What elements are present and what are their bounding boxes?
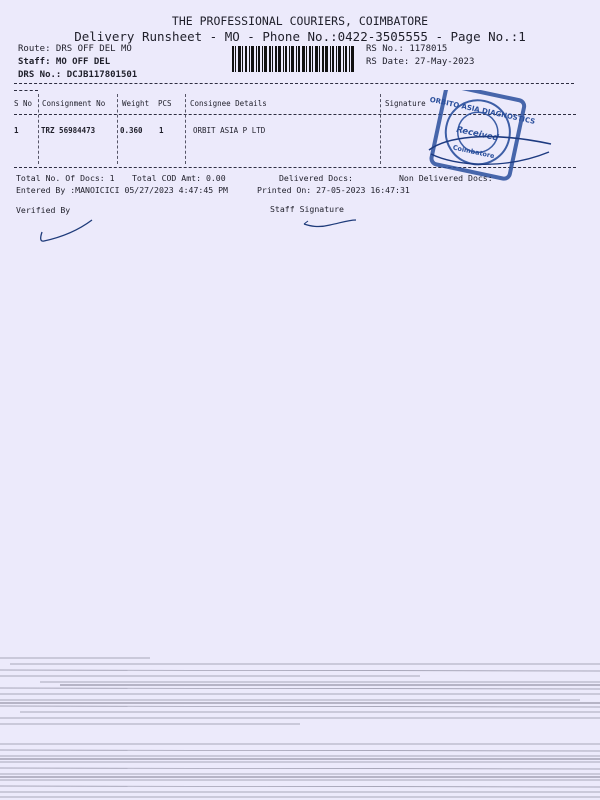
col-divider — [380, 94, 381, 164]
runsheet-subtitle: Delivery Runsheet - MO - Phone No.:0422-3505555 - Page No.:1 — [74, 29, 526, 44]
row-sno: 1 — [14, 126, 19, 135]
row-pcs: 1 — [159, 126, 164, 135]
company-title: THE PROFESSIONAL COURIERS, COIMBATORE — [171, 14, 429, 28]
verified-by-label: Verified By — [16, 205, 71, 215]
rs-date: RS Date: 27-May-2023 — [366, 57, 475, 67]
drs-number: DRS No.: DCJB117801501 — [18, 70, 138, 80]
stamp-text-top: ORBITO ASIA DIAGNOSTICS — [428, 95, 536, 126]
col-header-weight: Weight — [122, 99, 150, 108]
col-header-pcs: PCS — [158, 99, 172, 108]
rs-number: RS No.: 1178015 — [366, 44, 448, 54]
rule-short — [14, 90, 38, 91]
col-divider — [185, 94, 186, 164]
col-header-sno: S No — [14, 99, 33, 108]
col-header-consignment: Consignment No — [42, 99, 106, 108]
printed-on: Printed On: 27-05-2023 16:47:31 — [257, 185, 410, 195]
verified-signature — [34, 214, 96, 248]
route-label: Route: DRS OFF DEL MO — [18, 44, 132, 54]
received-stamp — [425, 90, 555, 185]
non-delivered-docs: Non Delivered Docs: — [399, 173, 493, 183]
total-docs: Total No. Of Docs: 1 — [16, 173, 115, 183]
staff-signature — [300, 214, 360, 236]
scan-noise — [0, 640, 600, 800]
row-consignee: ORBIT ASIA P LTD — [193, 126, 266, 135]
row-consignment-no: TRZ 56984473 — [41, 126, 96, 135]
col-header-consignee: Consignee Details — [190, 99, 267, 108]
stamp-text-city: Coimbatore — [452, 143, 496, 161]
col-divider — [117, 94, 118, 164]
staff-label: Staff: MO OFF DEL — [18, 57, 111, 67]
total-cod: Total COD Amt: 0.00 — [132, 173, 226, 183]
delivered-docs: Delivered Docs: — [279, 173, 353, 183]
stamp-text-received: Received — [455, 124, 500, 144]
barcode-image — [232, 46, 354, 72]
entered-by: Entered By :MANOICICI 05/27/2023 4:47:45 PM — [16, 185, 228, 195]
row-weight: 0.360 — [120, 126, 143, 135]
rule-top — [14, 83, 574, 84]
col-header-signature: Signature — [385, 99, 426, 108]
staff-signature-label: Staff Signature — [270, 204, 344, 214]
col-divider — [38, 94, 39, 164]
